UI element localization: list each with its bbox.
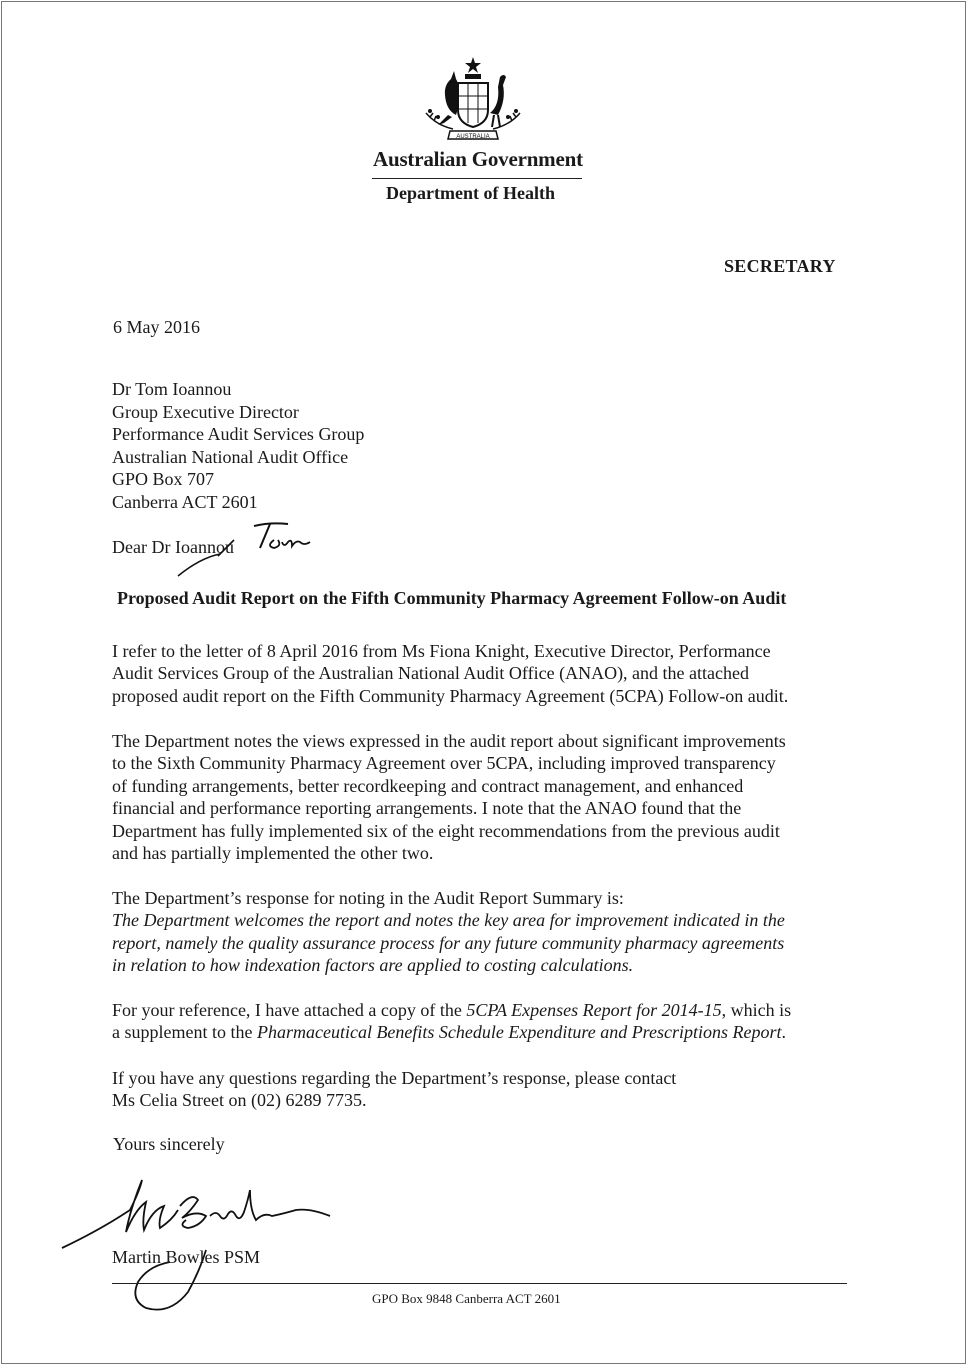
- department-title: Department of Health: [386, 183, 555, 203]
- footer-address: GPO Box 9848 Canberra ACT 2601: [372, 1291, 561, 1306]
- paragraph-line: I refer to the letter of 8 April 2016 from Ms Fiona Knight, Executive Director, Performance: [112, 641, 771, 661]
- office-title: SECRETARY: [724, 256, 836, 276]
- paragraph-line: and has partially implemented the other two.: [112, 843, 434, 864]
- response-line: report, namely the quality assurance process for any future community pharmacy agreements: [112, 932, 785, 953]
- response-intro: The Department’s response for noting in the Audit Report Summary is:: [112, 888, 624, 908]
- handwritten-tom-text: Tom: [170, 518, 172, 519]
- paragraph-1: [112, 640, 852, 707]
- crest-motto: AUSTRALIA: [456, 134, 490, 140]
- paragraph-line: of funding arrangements, better recordkeeping and contract management, and enhanced: [112, 775, 744, 796]
- salutation: Dear Dr Ioannou: [112, 537, 234, 557]
- paragraph-line: financial and performance reporting arrangements. I note that the ANAO found that the: [112, 798, 742, 819]
- paragraph-line: The Department notes the views expressed in the audit report about significant improvements: [112, 731, 786, 751]
- paragraph-line: Audit Services Group of the Australian National Audit Office (ANAO), and the attached: [112, 663, 749, 684]
- signatory-name: Martin Bowles PSM: [112, 1247, 261, 1267]
- footer-divider: [112, 1283, 847, 1284]
- paragraph-5: [112, 1067, 852, 1112]
- paragraph-line: proposed audit report on the Fifth Community Pharmacy Agreement (5CPA) Follow-on audit.: [112, 685, 789, 706]
- paragraph-line: Ms Celia Street on (02) 6289 7735.: [112, 1090, 367, 1111]
- paragraph-line: Department has fully implemented six of the eight recommendations from the previous audit: [112, 820, 780, 841]
- letter-subject: Proposed Audit Report on the Fifth Community Pharmacy Agreement Follow-on Audit: [117, 588, 787, 608]
- response-line: The Department welcomes the report and notes the key area for improvement indicated in the: [112, 910, 785, 931]
- closing: Yours sincerely: [113, 1134, 225, 1154]
- paragraph-line: to the Sixth Community Pharmacy Agreement over 5CPA, including improved transparency: [112, 753, 776, 774]
- paragraph-line: If you have any questions regarding the Department’s response, please contact: [112, 1068, 677, 1088]
- signature: [60, 1170, 360, 1320]
- paragraph-line: For your reference, I have attached a copy of the 5CPA Expenses Report for 2014-15, which is: [112, 1000, 792, 1020]
- address-line: Group Executive Director: [112, 401, 299, 422]
- response-line: in relation to how indexation factors are applied to costing calculations.: [112, 955, 634, 976]
- letterhead-divider: [372, 178, 582, 179]
- address-line: Canberra ACT 2601: [112, 491, 258, 512]
- recipient-address: [112, 378, 364, 514]
- handwritten-tom: [170, 518, 330, 580]
- paragraph-3: [112, 887, 852, 977]
- paragraph-2: [112, 730, 852, 864]
- address-line: Performance Audit Services Group: [112, 424, 365, 445]
- letter-date: 6 May 2016: [113, 317, 200, 337]
- government-title: Australian Government: [373, 147, 583, 171]
- paragraph-4: [112, 999, 852, 1044]
- address-line: Dr Tom Ioannou: [112, 379, 232, 399]
- coat-of-arms-icon: [418, 55, 528, 145]
- address-line: Australian National Audit Office: [112, 446, 349, 467]
- address-line: GPO Box 707: [112, 469, 215, 490]
- paragraph-line: a supplement to the Pharmaceutical Benefits Schedule Expenditure and Prescriptions Report.: [112, 1022, 787, 1043]
